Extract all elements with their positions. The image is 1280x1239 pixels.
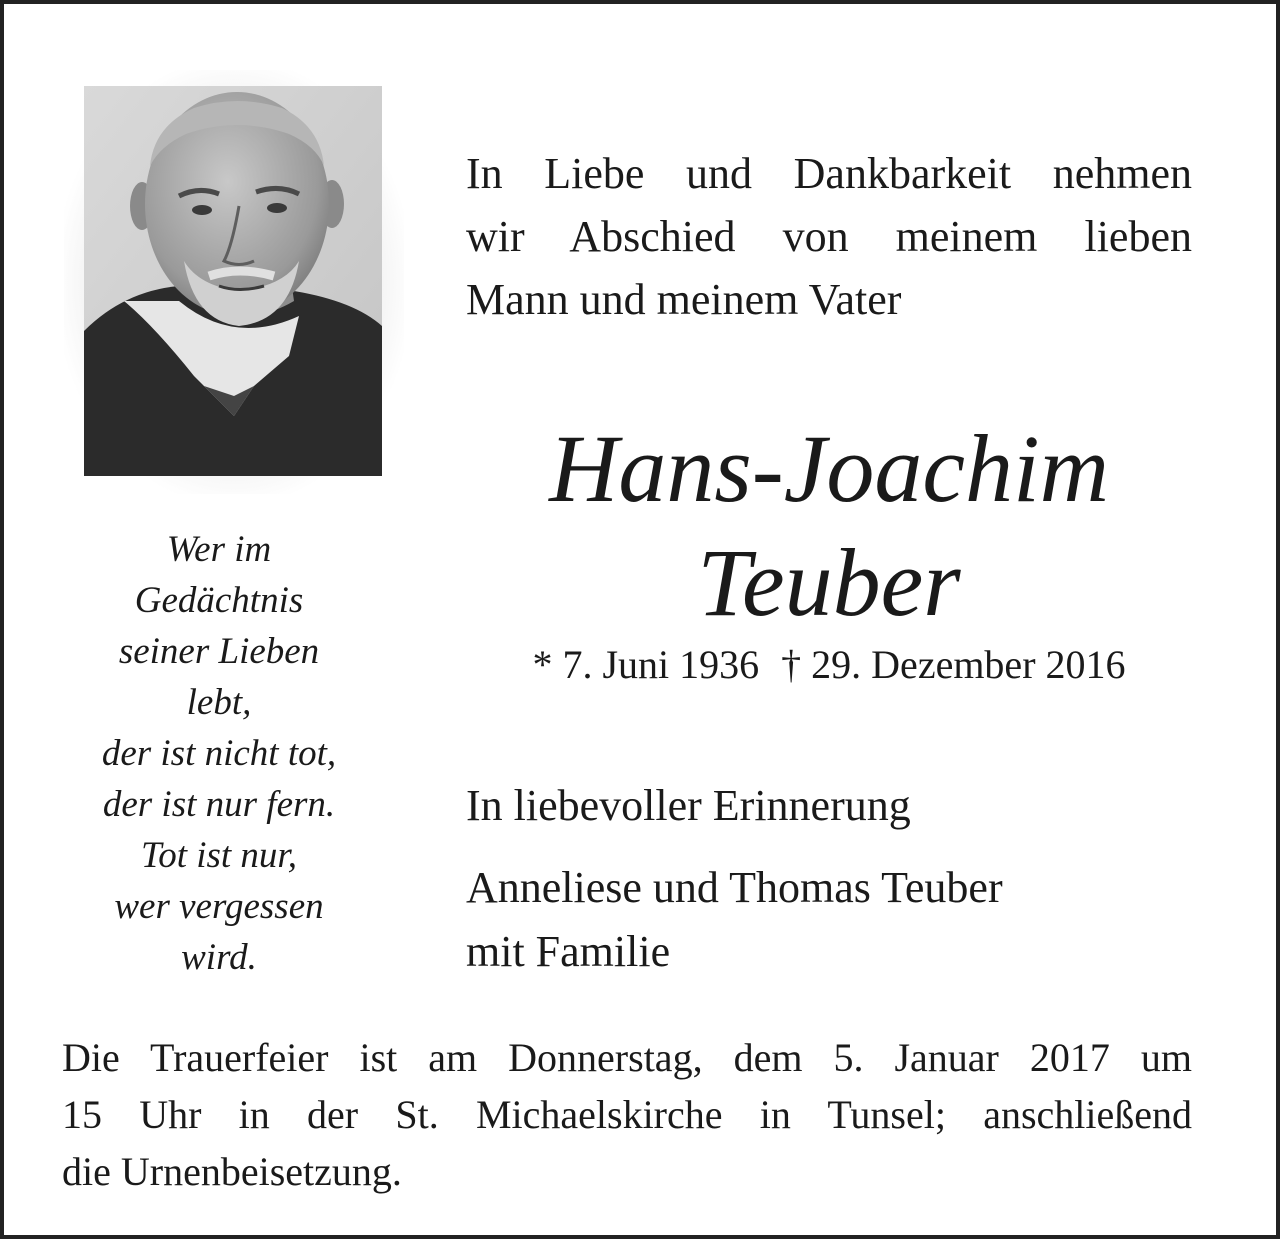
poem-line: seiner Lieben	[118, 631, 320, 672]
last-name: Teuber	[697, 529, 961, 636]
poem-line: wird.	[181, 937, 257, 978]
poem-line: wer vergessen	[114, 886, 324, 927]
first-name: Hans-Joachim	[549, 415, 1109, 522]
death-date: † 29. Dezember 2016	[781, 642, 1126, 687]
intro-text	[466, 142, 1192, 331]
service-line: 15 Uhr in der St. Michaelskirche in Tunsel; anschließend	[62, 1092, 1192, 1137]
poem-line: der ist nur fern.	[102, 784, 336, 825]
poem-line: Wer im	[166, 529, 272, 570]
service-line: die Urnenbeisetzung.	[62, 1149, 402, 1194]
portrait-photo	[84, 86, 382, 476]
poem-line: der ist nicht tot,	[101, 733, 337, 774]
intro-line: Mann und meinem Vater	[466, 275, 902, 324]
poem-line: lebt,	[186, 682, 252, 723]
birth-date: * 7. Juni 1936	[532, 642, 760, 687]
service-line: Die Trauerfeier ist am Donnerstag, dem 5. Januar 2017 um	[62, 1035, 1192, 1080]
memorial-poem	[64, 524, 374, 983]
mourner-family: mit Familie	[466, 927, 671, 976]
deceased-name	[466, 412, 1192, 640]
poem-line: Tot ist nur,	[141, 835, 297, 876]
life-dates	[466, 640, 1192, 690]
intro-line: In Liebe und Dankbarkeit nehmen	[466, 149, 1192, 198]
funeral-service-info	[62, 1029, 1192, 1200]
memory-line: In liebevoller Erinnerung	[466, 781, 911, 830]
mourner-names: Anneliese und Thomas Teuber	[466, 863, 1003, 912]
portrait-frame	[64, 70, 404, 494]
mourners-block	[466, 856, 1003, 984]
poem-line: Gedächtnis	[134, 580, 304, 621]
intro-line: wir Abschied von meinem lieben	[466, 212, 1192, 261]
